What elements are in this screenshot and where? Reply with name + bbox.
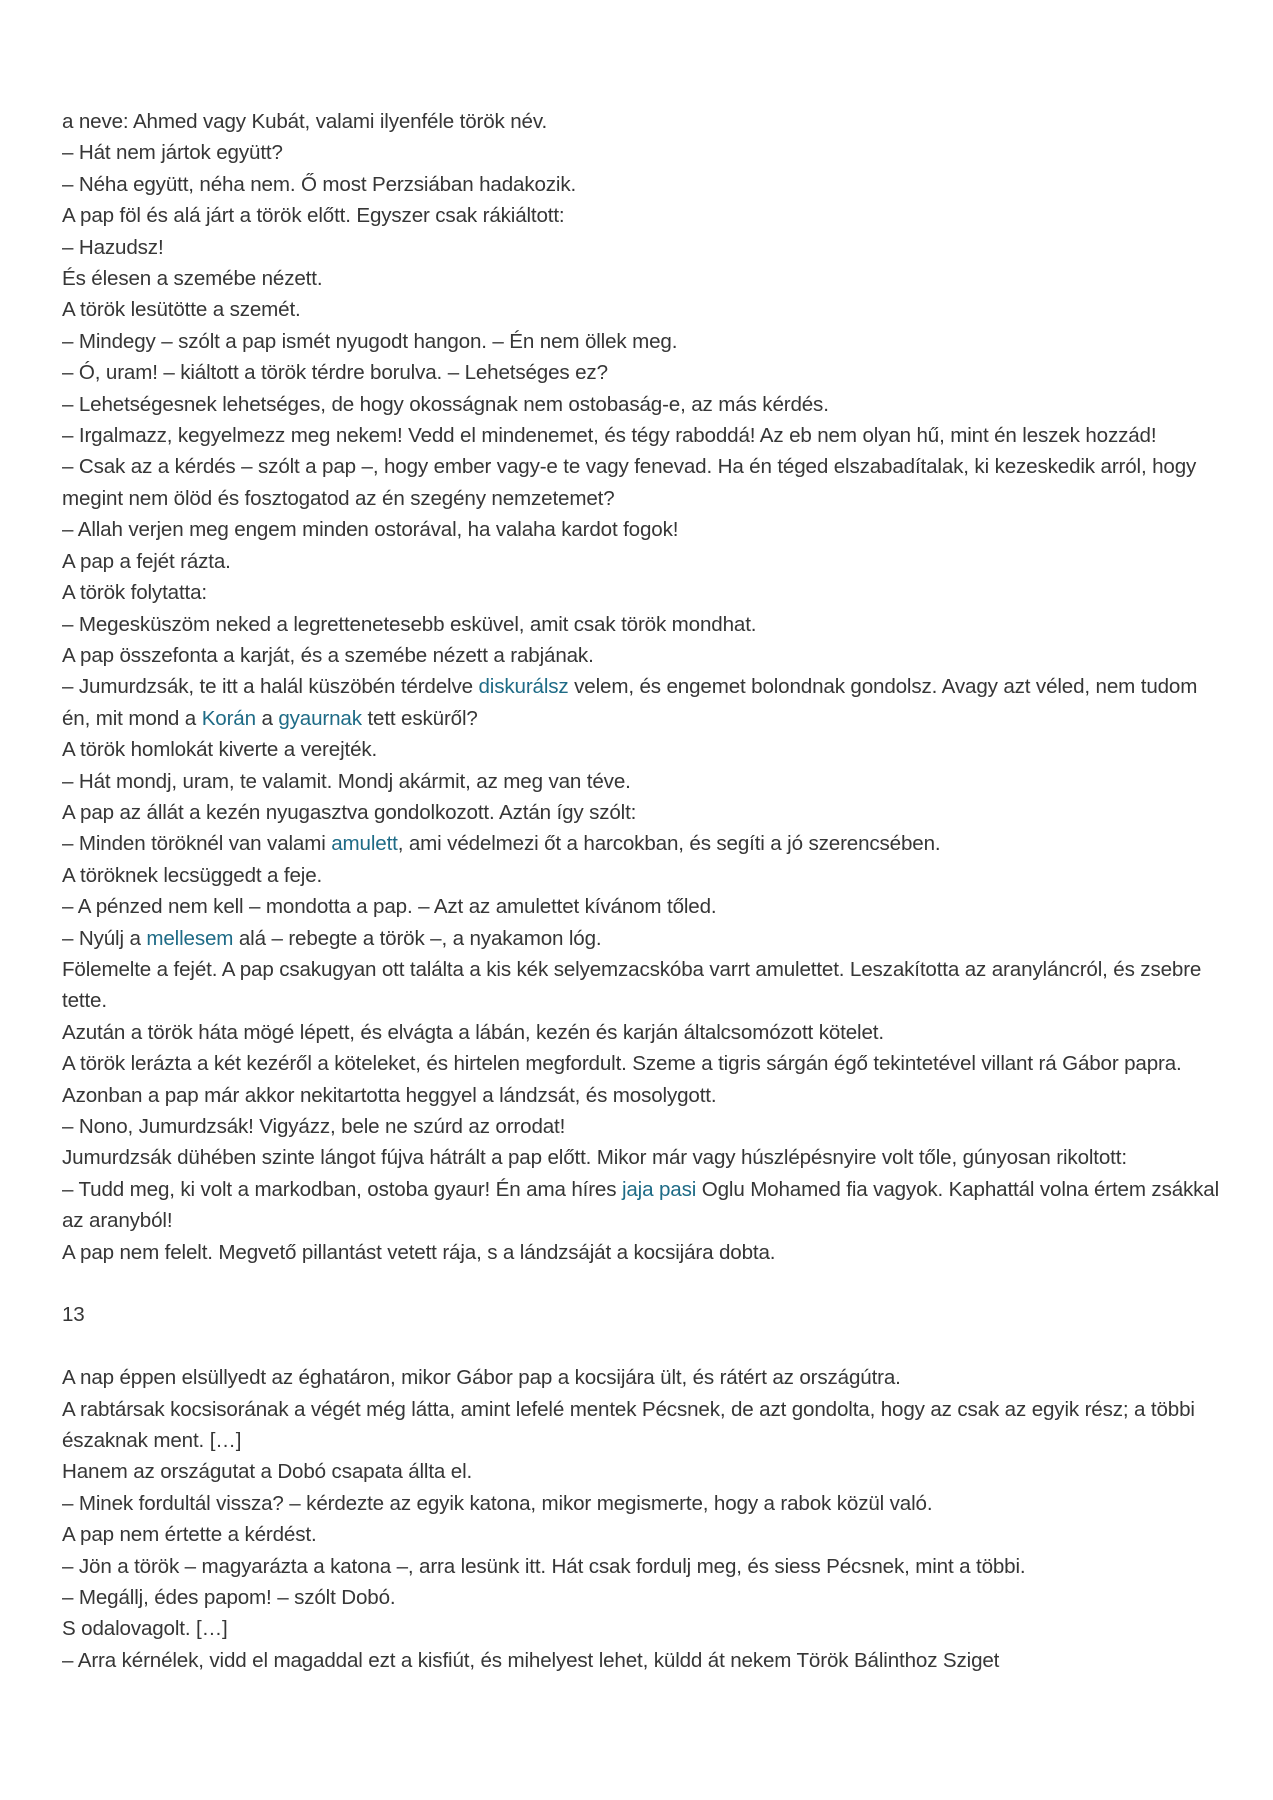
paragraph — [62, 200, 1222, 231]
paragraph — [62, 1362, 1222, 1393]
paragraph — [62, 137, 1222, 168]
glossary-link[interactable]: diskurálsz — [478, 675, 569, 699]
paragraph — [62, 1080, 1222, 1111]
paragraph — [62, 106, 1222, 137]
text-run: Jumurdzsák dühében szinte lángot fújva hátrált a pap előtt. Mikor már vagy húszlépésnyire volt tőle, gúnyosan rikoltott: — [62, 1146, 1127, 1170]
paragraph — [62, 546, 1222, 577]
paragraph — [62, 1488, 1222, 1519]
paragraph — [62, 797, 1222, 828]
text-run: – Nyúlj a — [62, 926, 147, 950]
paragraph — [62, 294, 1222, 325]
text-run: Oglu Mohamed fia vagyok. Kaphattál volna értem zsákkal az aranyból! — [62, 1177, 1220, 1233]
paragraph — [62, 1237, 1222, 1268]
text-run: alá – rebegte a török –, a nyakamon lóg. — [233, 926, 602, 950]
paragraph — [62, 1017, 1222, 1048]
text-run: – Néha együtt, néha nem. Ő most Perzsiában hadakozik. — [62, 172, 577, 196]
text-run: A török homlokát kiverte a verejték. — [62, 738, 378, 762]
text-run: – Hazudsz! — [62, 235, 164, 259]
paragraph — [62, 1048, 1222, 1079]
paragraph — [62, 357, 1222, 388]
text-run: Azonban a pap már akkor nekitartotta heggyel a lándzsát, és mosolygott. — [62, 1083, 717, 1107]
text-run: A töröknek lecsüggedt a feje. — [62, 863, 323, 887]
text-run: – Arra kérnélek, vidd el magaddal ezt a kisfiút, és mihelyest lehet, küldd át nekem Török Bálinthoz Sziget — [62, 1648, 1000, 1672]
paragraph — [62, 451, 1222, 514]
text-run: A rabtársak kocsisorának a végét még látta, amint lefelé mentek Pécsnek, de azt gondolta, hogy az csak az egyik rész; a többi északnak ment. […] — [62, 1397, 1195, 1453]
text-run: , ami védelmezi őt a harcokban, és segíti a jó szerencsében. — [397, 832, 941, 856]
text-run: A török folytatta: — [62, 581, 207, 605]
text-run: – Hát mondj, uram, te valamit. Mondj akármit, az meg van téve. — [62, 769, 631, 793]
text-run: A pap föl és alá járt a török előtt. Egyszer csak rákiáltott: — [62, 204, 565, 228]
paragraph — [62, 671, 1222, 734]
text-run: – Lehetségesnek lehetséges, de hogy okosságnak nem ostobaság-e, az más kérdés. — [62, 392, 829, 416]
paragraph — [62, 1519, 1222, 1550]
glossary-link[interactable]: gyaurnak — [278, 706, 362, 730]
paragraph — [62, 1613, 1222, 1644]
text-run: – Jön a török – magyarázta a katona –, arra lesünk itt. Hát csak fordulj meg, és siess Pécsnek, mint a többi. — [62, 1554, 1026, 1578]
text-run: – Megállj, édes papom! – szólt Dobó. — [62, 1586, 396, 1610]
paragraph — [62, 577, 1222, 608]
paragraph — [62, 766, 1222, 797]
paragraph — [62, 1394, 1222, 1457]
paragraph — [62, 420, 1222, 451]
text-run: tett esküről? — [361, 706, 478, 730]
text-run: – Irgalmazz, kegyelmezz meg nekem! Vedd el mindenemet, és tégy raboddá! Az eb nem olyan hű, mint én leszek hozzád! — [62, 424, 1157, 448]
text-run: – Minek fordultál vissza? – kérdezte az egyik katona, mikor megismerte, hogy a rabok közül való. — [62, 1491, 933, 1515]
text-run: – Allah verjen meg engem minden ostorával, ha valaha kardot fogok! — [62, 518, 679, 542]
text-run: A pap nem felelt. Megvető pillantást vetett rája, s a lándzsáját a kocsijára dobta. — [62, 1240, 776, 1264]
text-run: – Megesküszöm neked a legrettenetesebb esküvel, amit csak török mondhat. — [62, 612, 757, 636]
paragraph — [62, 263, 1222, 294]
text-run: És élesen a szemébe nézett. — [62, 267, 323, 291]
paragraph — [62, 1142, 1222, 1173]
text-run: A pap összefonta a karját, és a szemébe nézett a rabjának. — [62, 643, 594, 667]
text-run: – Jumurdzsák, te itt a halál küszöbén térdelve — [62, 675, 479, 699]
text-run: – Minden töröknél van valami — [62, 832, 332, 856]
paragraph — [62, 609, 1222, 640]
paragraph — [62, 828, 1222, 859]
text-run: A nap éppen elsüllyedt az éghatáron, mikor Gábor pap a kocsijára ült, és rátért az országútra. — [62, 1366, 901, 1390]
paragraph — [62, 514, 1222, 545]
paragraph — [62, 1582, 1222, 1613]
text-run: – A pénzed nem kell – mondotta a pap. – Azt az amulettet kívánom tőled. — [62, 895, 717, 919]
text-run: – Tudd meg, ki volt a markodban, ostoba gyaur! Én ama híres — [62, 1177, 622, 1201]
paragraph — [62, 1645, 1222, 1676]
blank-line — [62, 1268, 1222, 1299]
text-run: A pap az állát a kezén nyugasztva gondolkozott. Aztán így szólt: — [62, 800, 637, 824]
paragraph — [62, 169, 1222, 200]
text-run: 13 — [62, 1303, 85, 1327]
text-run: – Nono, Jumurdzsák! Vigyázz, bele ne szúrd az orrodat! — [62, 1115, 566, 1138]
paragraph — [62, 1111, 1222, 1142]
paragraph — [62, 1456, 1222, 1487]
paragraph — [62, 891, 1222, 922]
paragraph — [62, 954, 1222, 1017]
text-run: – Ó, uram! – kiáltott a török térdre borulva. – Lehetséges ez? — [62, 361, 608, 385]
paragraph — [62, 860, 1222, 891]
paragraph — [62, 1551, 1222, 1582]
text-run: – Mindegy – szólt a pap ismét nyugodt hangon. – Én nem öllek meg. — [62, 329, 678, 353]
text-run: – Hát nem jártok együtt? — [62, 141, 283, 165]
text-run: S odalovagolt. […] — [62, 1617, 228, 1641]
text-run: Fölemelte a fejét. A pap csakugyan ott találta a kis kék selyemzacskóba varrt amulettet. Leszakította az aranyláncról, és zsebre tette. — [62, 957, 1202, 1013]
text-run: velem, és engemet bolondnak gondolsz. Avagy azt véled, nem tudom én, mit mond a — [62, 675, 1198, 730]
text-run: a neve: Ahmed vagy Kubát, valami ilyenféle török név. — [62, 110, 548, 133]
glossary-link[interactable]: mellesem — [146, 926, 234, 950]
text-run: A török lesütötte a szemét. — [62, 298, 301, 322]
paragraph — [62, 232, 1222, 263]
blank-line — [62, 1331, 1222, 1362]
paragraph — [62, 389, 1222, 420]
paragraph — [62, 640, 1222, 671]
glossary-link[interactable]: Korán — [201, 706, 256, 730]
paragraph — [62, 734, 1222, 765]
paragraph — [62, 1174, 1222, 1237]
text-run: Hanem az országutat a Dobó csapata állta el. — [62, 1460, 473, 1484]
text-run: a — [255, 706, 279, 730]
text-run: A török lerázta a két kezéről a köteleket, és hirtelen megfordult. Szeme a tigris sárgán égő tekintetével villant rá Gábor papra. — [62, 1052, 1182, 1076]
glossary-link[interactable]: amulett — [331, 832, 398, 856]
text-run: A pap nem értette a kérdést. — [62, 1523, 317, 1547]
text-run: Azután a török háta mögé lépett, és elvágta a lábán, kezén és karján általcsomózott kötelet. — [62, 1020, 884, 1044]
document-page — [62, 106, 1222, 1676]
chapter-number — [62, 1299, 1222, 1330]
paragraph — [62, 326, 1222, 357]
glossary-link[interactable]: jaja pasi — [621, 1177, 697, 1201]
text-run: A pap a fejét rázta. — [62, 549, 231, 573]
paragraph — [62, 923, 1222, 954]
text-run: – Csak az a kérdés – szólt a pap –, hogy ember vagy-e te vagy fenevad. Ha én téged elszabadítalak, ki kezeskedik arról, hogy megint nem ölöd és fosztogatod az én szegény nemzetemet? — [62, 455, 1197, 510]
